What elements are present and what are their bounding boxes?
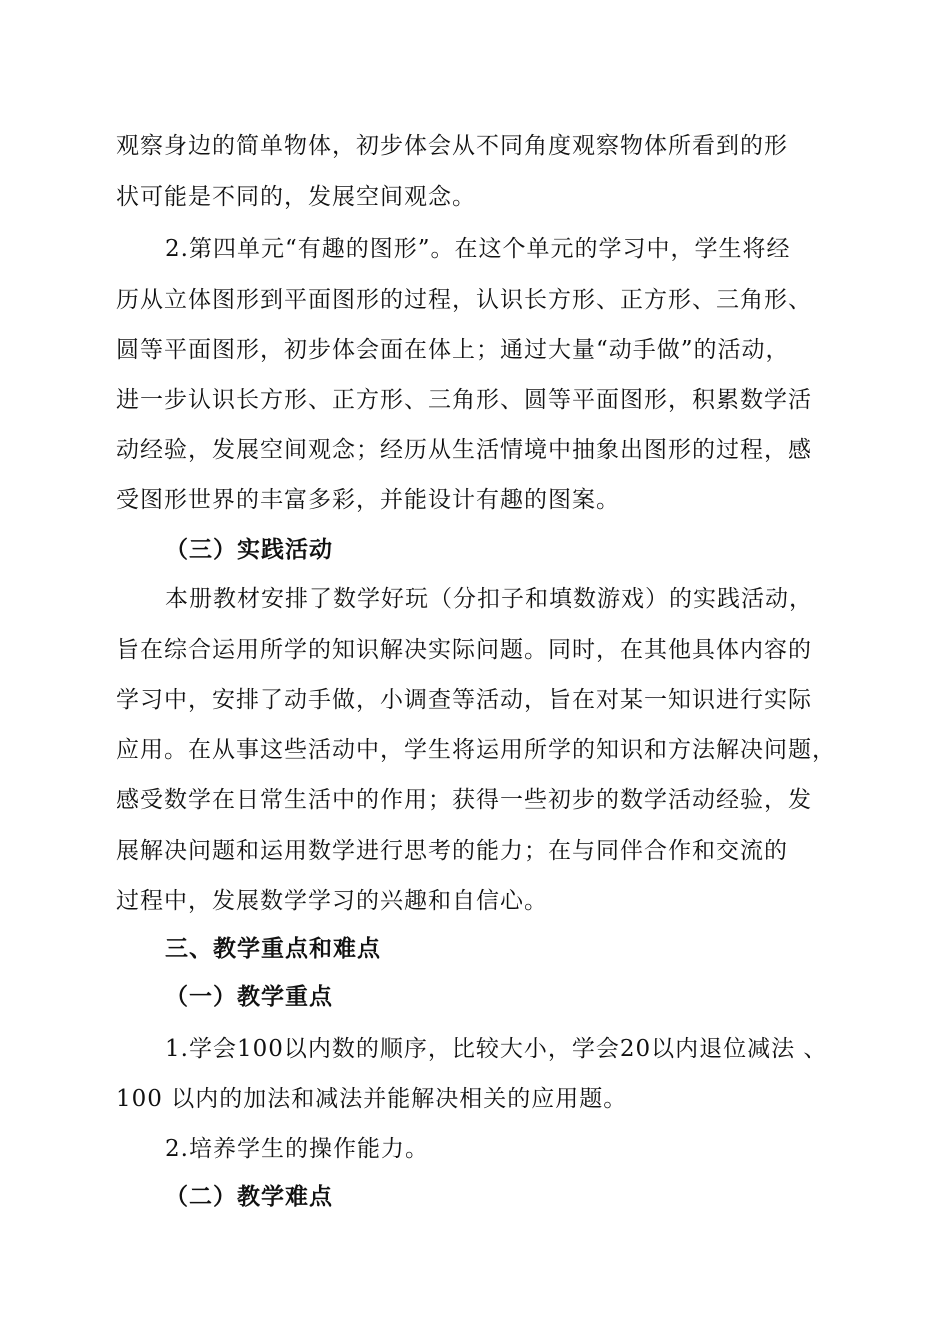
subsection-heading: （三）实践活动 (165, 537, 333, 563)
paragraph-line: 应用。在从事这些活动中，学生将运用所学的知识和方法解决问题， (116, 737, 836, 763)
paragraph-line: 状可能是不同的，发展空间观念。 (116, 184, 476, 210)
paragraph-line: 学习中，安排了动手做，小调查等活动，旨在对某一知识进行实际 (116, 687, 812, 713)
subsection-heading: （一）教学重点 (165, 984, 333, 1010)
paragraph-line: 本册教材安排了数学好玩（分扣子和填数游戏）的实践活动， (165, 586, 813, 612)
paragraph-line: 圆等平面图形，初步体会面在体上；通过大量“动手做”的活动， (116, 337, 790, 363)
paragraph-line: 进一步认识长方形、正方形、三角形、圆等平面图形，积累数学活 (116, 387, 812, 413)
paragraph-line: 动经验，发展空间观念；经历从生活情境中抽象出图形的过程，感 (116, 437, 812, 463)
paragraph-line: 旨在综合运用所学的知识解决实际问题。同时，在其他具体内容的 (116, 637, 812, 663)
paragraph-line: 受图形世界的丰富多彩，并能设计有趣的图案。 (116, 487, 620, 513)
paragraph-line: 观察身边的简单物体，初步体会从不同角度观察物体所看到的形 (116, 133, 788, 159)
paragraph-line: 1.学会100以内数的顺序，比较大小，学会20以内退位减法 、 (165, 1036, 828, 1062)
subsection-heading: （二）教学难点 (165, 1184, 333, 1210)
paragraph-line: 感受数学在日常生活中的作用；获得一些初步的数学活动经验，发 (116, 787, 812, 813)
paragraph-line: 2.培养学生的操作能力。 (165, 1136, 429, 1162)
paragraph-line: 展解决问题和运用数学进行思考的能力；在与同伴合作和交流的 (116, 838, 788, 864)
paragraph-line: 历从立体图形到平面图形的过程，认识长方形、正方形、三角形、 (116, 287, 812, 313)
paragraph-line: 过程中，发展数学学习的兴趣和自信心。 (116, 888, 548, 914)
paragraph-line: 100 以内的加法和减法并能解决相关的应用题。 (116, 1086, 628, 1112)
section-heading: 三、教学重点和难点 (165, 936, 381, 962)
paragraph-line: 2.第四单元“有趣的图形”。在这个单元的学习中，学生将经 (165, 236, 791, 262)
